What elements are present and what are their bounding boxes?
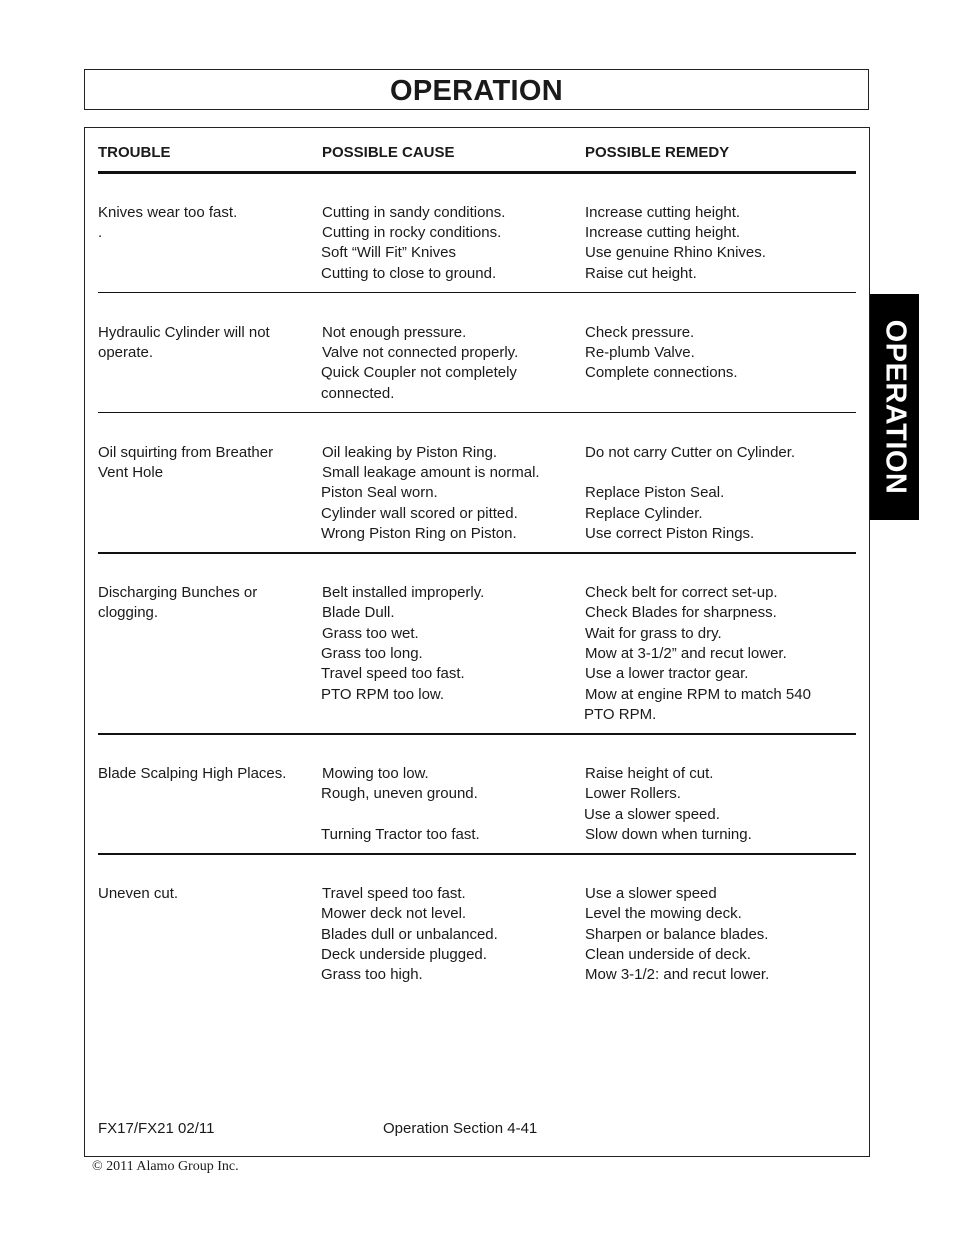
cause-text: Mower deck not level.: [321, 905, 467, 922]
remedy-text: Use a lower tractor gear.: [585, 665, 749, 682]
remedy-text: Raise height of cut.: [585, 765, 714, 782]
remedy-text: Check pressure.: [585, 324, 695, 341]
page-title: OPERATION: [390, 75, 563, 107]
trouble-text: .: [98, 224, 103, 241]
row-divider: [98, 733, 856, 735]
cause-text: Cutting to close to ground.: [321, 265, 497, 282]
trouble-text: operate.: [98, 344, 154, 361]
cause-text: connected.: [321, 385, 395, 402]
remedy-text: Raise cut height.: [585, 265, 697, 282]
cause-text: Belt installed improperly.: [322, 584, 485, 601]
footer-page-number: Operation Section 4-41: [383, 1120, 538, 1137]
header-possible-cause: POSSIBLE CAUSE: [322, 144, 455, 161]
section-side-tab: [870, 294, 919, 520]
cause-text: Small leakage amount is normal.: [322, 464, 540, 481]
remedy-text: Clean underside of deck.: [585, 946, 751, 963]
remedy-text: Level the mowing deck.: [585, 905, 742, 922]
remedy-text: Check Blades for sharpness.: [585, 604, 777, 621]
cause-text: Cutting in rocky conditions.: [322, 224, 502, 241]
cause-text: Oil leaking by Piston Ring.: [322, 444, 498, 461]
trouble-text: Hydraulic Cylinder will not: [98, 324, 270, 341]
remedy-text: Re-plumb Valve.: [585, 344, 695, 361]
cause-text: Cylinder wall scored or pitted.: [321, 505, 518, 522]
cause-text: Valve not connected properly.: [322, 344, 519, 361]
cause-text: Piston Seal worn.: [321, 484, 438, 501]
cause-text: Soft “Will Fit” Knives: [321, 244, 457, 261]
remedy-text: PTO RPM.: [584, 706, 657, 723]
remedy-text: Wait for grass to dry.: [585, 625, 722, 642]
remedy-text: Slow down when turning.: [585, 826, 752, 843]
cause-text: Blade Dull.: [322, 604, 395, 621]
cause-text: Quick Coupler not completely: [321, 364, 517, 381]
cause-text: Blades dull or unbalanced.: [321, 926, 498, 943]
cause-text: Cutting in sandy conditions.: [322, 204, 506, 221]
side-tab-label: OPERATION: [879, 319, 911, 495]
remedy-text: Replace Cylinder.: [585, 505, 703, 522]
cause-text: Turning Tractor too fast.: [321, 826, 480, 843]
cause-text: Not enough pressure.: [322, 324, 467, 341]
cause-text: Rough, uneven ground.: [321, 785, 478, 802]
remedy-text: Increase cutting height.: [585, 204, 741, 221]
remedy-text: Use genuine Rhino Knives.: [585, 244, 766, 261]
remedy-text: Complete connections.: [585, 364, 738, 381]
trouble-text: clogging.: [98, 604, 159, 621]
remedy-text: Replace Piston Seal.: [585, 484, 725, 501]
remedy-text: Use correct Piston Rings.: [585, 525, 755, 542]
remedy-text: Mow at engine RPM to match 540: [585, 686, 811, 703]
remedy-text: Use a slower speed: [585, 885, 717, 902]
row-divider: [98, 412, 856, 413]
trouble-text: Discharging Bunches or: [98, 584, 258, 601]
cause-text: Grass too wet.: [322, 625, 419, 642]
trouble-text: Oil squirting from Breather: [98, 444, 274, 461]
remedy-text: Mow 3-1/2: and recut lower.: [585, 966, 770, 983]
remedy-text: Do not carry Cutter on Cylinder.: [585, 444, 796, 461]
cause-text: Mowing too low.: [322, 765, 429, 782]
footer-model: FX17/FX21 02/11: [98, 1120, 215, 1137]
row-divider: [98, 552, 856, 554]
row-divider: [98, 292, 856, 293]
cause-text: Wrong Piston Ring on Piston.: [321, 525, 517, 542]
cause-text: PTO RPM too low.: [321, 686, 445, 703]
trouble-text: Vent Hole: [98, 464, 164, 481]
cause-text: Grass too high.: [321, 966, 423, 983]
remedy-text: Use a slower speed.: [584, 806, 720, 823]
remedy-text: Check belt for correct set-up.: [585, 584, 778, 601]
remedy-text: Lower Rollers.: [585, 785, 681, 802]
remedy-text: Sharpen or balance blades.: [585, 926, 769, 943]
trouble-text: Uneven cut.: [98, 885, 179, 902]
title-box: [84, 69, 869, 110]
cause-text: Grass too long.: [321, 645, 423, 662]
row-divider: [98, 853, 856, 855]
remedy-text: Increase cutting height.: [585, 224, 741, 241]
remedy-text: Mow at 3-1/2” and recut lower.: [585, 645, 787, 662]
trouble-text: Blade Scalping High Places.: [98, 765, 287, 782]
cause-text: Travel speed too fast.: [322, 885, 466, 902]
cause-text: Travel speed too fast.: [321, 665, 465, 682]
trouble-text: Knives wear too fast.: [98, 204, 238, 221]
cause-text: Deck underside plugged.: [321, 946, 487, 963]
header-possible-remedy: POSSIBLE REMEDY: [585, 144, 730, 161]
header-divider: [98, 171, 856, 174]
copyright: © 2011 Alamo Group Inc.: [92, 1159, 239, 1174]
header-trouble: TROUBLE: [98, 144, 171, 161]
